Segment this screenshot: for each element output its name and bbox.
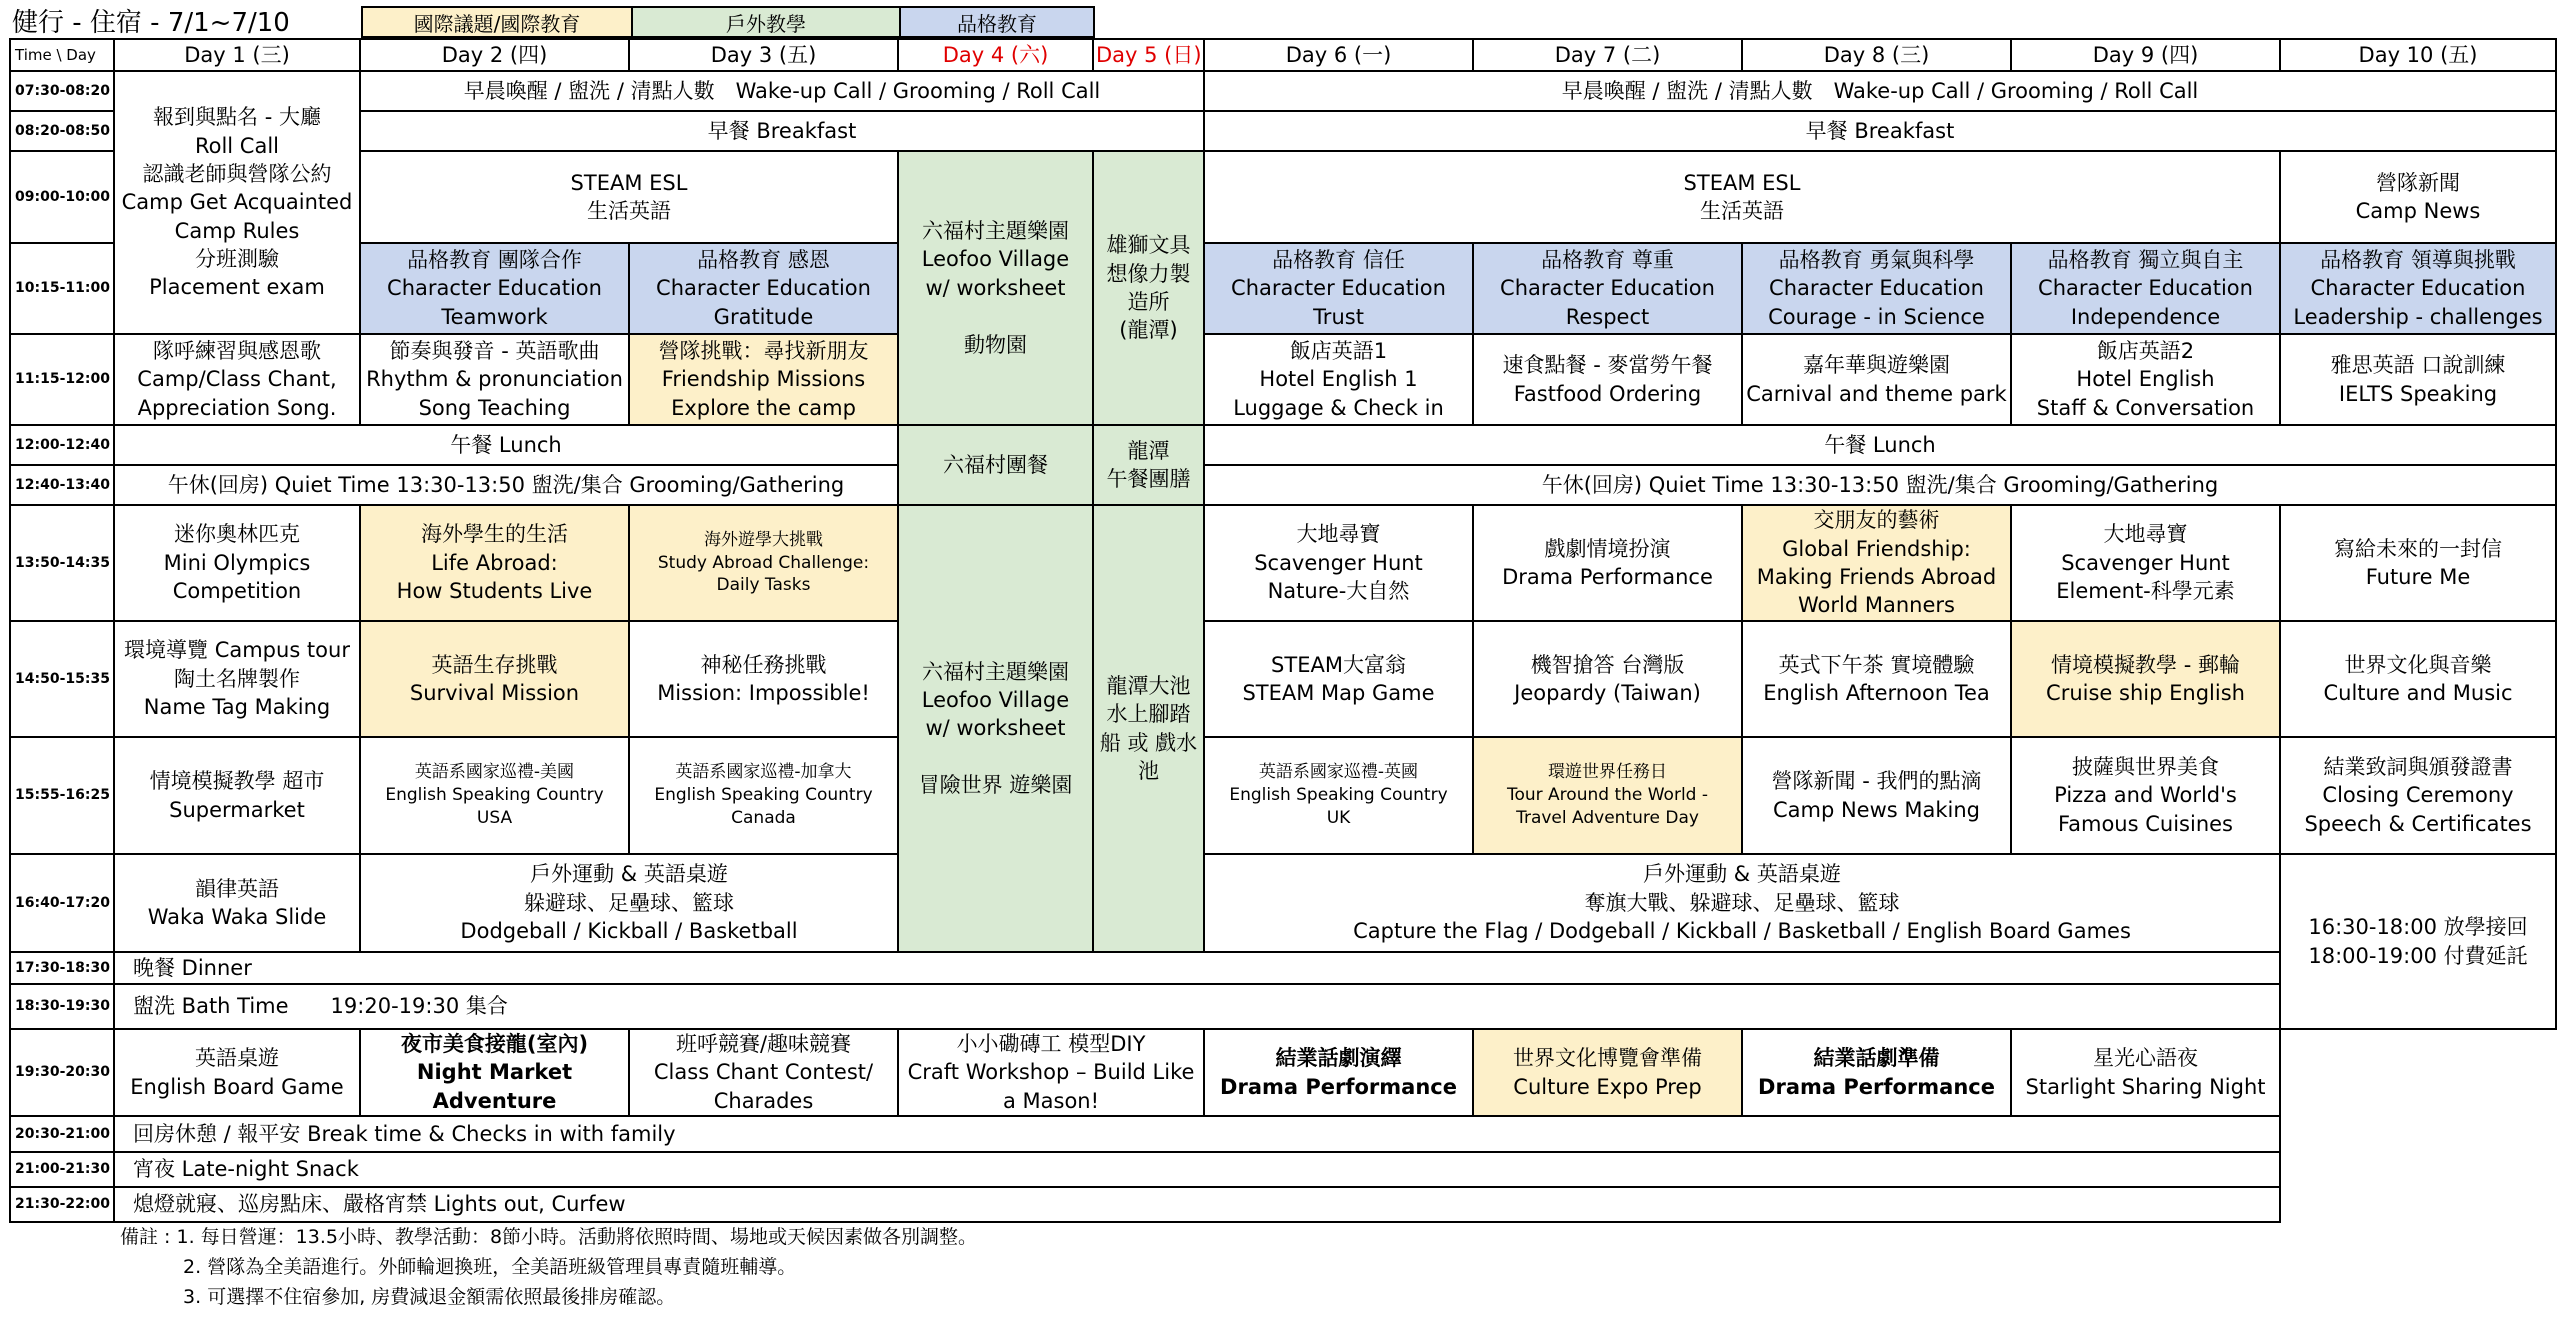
activity-cell: 回房休憩 / 報平安 Break time & Checks in with family: [114, 1116, 2280, 1152]
schedule-row: [10, 425, 2556, 465]
schedule-row: [10, 334, 2556, 425]
time-slot: 17:30-18:30: [10, 952, 114, 984]
time-slot: 20:30-21:00: [10, 1116, 114, 1152]
activity-cell: 早餐 Breakfast: [1204, 111, 2556, 151]
activity-cell: 熄燈就寢、巡房點床、嚴格宵禁 Lights out, Curfew: [114, 1187, 2280, 1222]
time-slot: 08:20-08:50: [10, 111, 114, 151]
activity-cell: 節奏與發音 - 英語歌曲 Rhythm & pronunciation Song Teaching: [360, 334, 629, 425]
activity-cell: 英語桌遊 English Board Game: [114, 1029, 360, 1116]
activity-cell: 晚餐 Dinner: [114, 952, 2280, 984]
activity-cell: 機智搶答 台灣版 Jeopardy (Taiwan): [1473, 621, 1742, 737]
activity-cell: 雅思英語 口說訓練 IELTS Speaking: [2280, 334, 2556, 425]
day-10-header: Day 10 (五): [2280, 39, 2556, 71]
time-slot: 10:15-11:00: [10, 243, 114, 334]
international-cell: 英語生存挑戰 Survival Mission: [360, 621, 629, 737]
day-9-header: Day 9 (四): [2011, 39, 2280, 71]
activity-cell: 早晨喚醒 / 盥洗 / 清點人數 Wake-up Call / Grooming / Roll Call: [360, 71, 1204, 111]
activity-cell: 大地尋寶 Scavenger Hunt Element-科學元素: [2011, 505, 2280, 621]
corner-cell: Time \ Day: [10, 39, 114, 71]
activity-cell: 世界文化與音樂 Culture and Music: [2280, 621, 2556, 737]
legend-international: 國際議題/國際教育: [361, 6, 633, 38]
day-6-header: Day 6 (一): [1204, 39, 1473, 71]
international-cell: 營隊挑戰：尋找新朋友 Friendship Missions Explore the camp: [629, 334, 898, 425]
activity-cell: 早餐 Breakfast: [360, 111, 1204, 151]
activity-cell: 迷你奧林匹克 Mini Olympics Competition: [114, 505, 360, 621]
time-slot: 18:30-19:30: [10, 984, 114, 1029]
activity-cell: 寫給未來的一封信 Future Me: [2280, 505, 2556, 621]
time-slot: 21:00-21:30: [10, 1152, 114, 1187]
outdoor-cell: 六福村主題樂園 Leofoo Village w/ worksheet 動物園: [898, 151, 1093, 425]
activity-cell: 情境模擬教學 超市 Supermarket: [114, 737, 360, 854]
outdoor-cell: 龍潭大池 水上腳踏 船 或 戲水 池: [1093, 505, 1204, 952]
day-3-header: Day 3 (五): [629, 39, 898, 71]
time-slot: 12:00-12:40: [10, 425, 114, 465]
footnote-3: 3. 可選擇不住宿參加, 房費減退金額需依照最後排房確認。: [120, 1286, 676, 1308]
activity-cell: 午休(回房) Quiet Time 13:30-13:50 盥洗/集合 Grooming/Gathering: [1204, 465, 2556, 505]
schedule-table: [9, 38, 2557, 1223]
activity-cell: 大地尋寶 Scavenger Hunt Nature-大自然: [1204, 505, 1473, 621]
activity-cell: 英語系國家巡禮-加拿大 English Speaking Country Canada: [629, 737, 898, 854]
activity-cell: 午休(回房) Quiet Time 13:30-13:50 盥洗/集合 Grooming/Gathering: [114, 465, 898, 505]
time-slot: 21:30-22:00: [10, 1187, 114, 1222]
time-slot: 11:15-12:00: [10, 334, 114, 425]
character-cell: 品格教育 尊重 Character Education Respect: [1473, 243, 1742, 334]
schedule-row: [10, 1116, 2556, 1152]
activity-cell: 英語系國家巡禮-英國 English Speaking Country UK: [1204, 737, 1473, 854]
schedule-row: [10, 984, 2556, 1029]
international-cell: 環遊世界任務日 Tour Around the World - Travel Adventure Day: [1473, 737, 1742, 854]
time-slot: 09:00-10:00: [10, 151, 114, 243]
activity-cell: 結業致詞與頒發證書 Closing Ceremony Speech & Certificates: [2280, 737, 2556, 854]
day-4-header: Day 4 (六): [898, 39, 1093, 71]
international-cell: 海外學生的生活 Life Abroad: How Students Live: [360, 505, 629, 621]
activity-cell: 戲劇情境扮演 Drama Performance: [1473, 505, 1742, 621]
activity-cell: 盥洗 Bath Time 19:20-19:30 集合: [114, 984, 2280, 1029]
schedule-row: [10, 243, 2556, 334]
activity-cell: 報到與點名 - 大廳 Roll Call 認識老師與營隊公約 Camp Get Acquainted Camp Rules 分班測驗 Placement exam: [114, 71, 360, 334]
activity-cell: STEAM ESL 生活英語: [1204, 151, 2280, 243]
schedule-row: [10, 1029, 2556, 1116]
international-cell: 世界文化博覽會準備 Culture Expo Prep: [1473, 1029, 1742, 1116]
time-slot: 13:50-14:35: [10, 505, 114, 621]
activity-cell: 披薩與世界美食 Pizza and World's Famous Cuisines: [2011, 737, 2280, 854]
character-cell: 品格教育 感恩 Character Education Gratitude: [629, 243, 898, 334]
activity-cell: 戶外運動 & 英語桌遊 奪旗大戰、躲避球、足壘球、籃球 Capture the Flag / Dodgeball / Kickball / Basketball / English Board Games: [1204, 854, 2280, 952]
activity-cell: 星光心語夜 Starlight Sharing Night: [2011, 1029, 2280, 1116]
character-cell: 品格教育 領導與挑戰 Character Education Leadership - challenges: [2280, 243, 2556, 334]
footnote-2: 2. 營隊為全美語進行。外師輪迴換班，全美語班級管理員專責隨班輔導。: [120, 1256, 797, 1278]
activity-cell: 飯店英語1 Hotel English 1 Luggage & Check in: [1204, 334, 1473, 425]
activity-cell: 早晨喚醒 / 盥洗 / 清點人數 Wake-up Call / Grooming / Roll Call: [1204, 71, 2556, 111]
activity-cell: 速食點餐 - 麥當勞午餐 Fastfood Ordering: [1473, 334, 1742, 425]
international-cell: 交朋友的藝術 Global Friendship: Making Friends Abroad World Manners: [1742, 505, 2011, 621]
schedule-row: [10, 737, 2556, 854]
activity-cell: 結業話劇演繹 Drama Performance: [1204, 1029, 1473, 1116]
time-slot: 19:30-20:30: [10, 1029, 114, 1116]
blank-cell: [2280, 1029, 2556, 1222]
schedule-row: [10, 621, 2556, 737]
pickup-cell: 16:30-18:00 放學接回 18:00-19:00 付費延託: [2280, 854, 2556, 1029]
character-cell: 品格教育 信任 Character Education Trust: [1204, 243, 1473, 334]
time-slot: 12:40-13:40: [10, 465, 114, 505]
footnote-1: 備註 : 1. 每日營運：13.5小時、教學活動：8節小時。活動將依照時間、場地或天候因素做各別調整。: [120, 1226, 978, 1248]
activity-cell: 英語系國家巡禮-美國 English Speaking Country USA: [360, 737, 629, 854]
activity-cell: 營隊新聞 Camp News: [2280, 151, 2556, 243]
character-cell: 品格教育 團隊合作 Character Education Teamwork: [360, 243, 629, 334]
schedule-row: [10, 111, 2556, 151]
schedule-row: [10, 952, 2556, 984]
activity-cell: 宵夜 Late-night Snack: [114, 1152, 2280, 1187]
activity-cell: 嘉年華與遊樂園 Carnival and theme park: [1742, 334, 2011, 425]
schedule-row: [10, 505, 2556, 621]
day-1-header: Day 1 (三): [114, 39, 360, 71]
footnotes: [120, 1222, 977, 1312]
activity-cell: 午餐 Lunch: [1204, 425, 2556, 465]
character-cell: 品格教育 獨立與自主 Character Education Independence: [2011, 243, 2280, 334]
schedule-row: [10, 151, 2556, 243]
day-2-header: Day 2 (四): [360, 39, 629, 71]
day-5-header: Day 5 (日): [1093, 39, 1204, 71]
activity-cell: 營隊新聞 - 我們的點滴 Camp News Making: [1742, 737, 2011, 854]
activity-cell: 結業話劇準備 Drama Performance: [1742, 1029, 2011, 1116]
activity-cell: 夜市美食接龍(室內) Night Market Adventure: [360, 1029, 629, 1116]
international-cell: 情境模擬教學 - 郵輪 Cruise ship English: [2011, 621, 2280, 737]
time-slot: 15:55-16:25: [10, 737, 114, 854]
activity-cell: 神秘任務挑戰 Mission: Impossible!: [629, 621, 898, 737]
activity-cell: 飯店英語2 Hotel English Staff & Conversation: [2011, 334, 2280, 425]
activity-cell: 午餐 Lunch: [114, 425, 898, 465]
schedule-row: [10, 1152, 2556, 1187]
activity-cell: 韻律英語 Waka Waka Slide: [114, 854, 360, 952]
schedule-caption: 健行 - 住宿 - 7/1~7/10: [12, 8, 290, 38]
schedule-row: [10, 465, 2556, 505]
time-slot: 14:50-15:35: [10, 621, 114, 737]
outdoor-cell: 六福村主題樂園 Leofoo Village w/ worksheet 冒險世界 遊樂園: [898, 505, 1093, 952]
legend-outdoor: 戶外教學: [631, 6, 901, 38]
outdoor-cell: 雄獅文具 想像力製 造所 (龍潭): [1093, 151, 1204, 425]
character-cell: 品格教育 勇氣與科學 Character Education Courage - in Science: [1742, 243, 2011, 334]
schedule-row: [10, 71, 2556, 111]
international-cell: 海外遊學大挑戰 Study Abroad Challenge: Daily Tasks: [629, 505, 898, 621]
outdoor-cell: 六福村團餐: [898, 425, 1093, 505]
schedule-row: [10, 1187, 2556, 1222]
activity-cell: 班呼競賽/趣味競賽 Class Chant Contest/ Charades: [629, 1029, 898, 1116]
activity-cell: 隊呼練習與感恩歌 Camp/Class Chant, Appreciation Song.: [114, 334, 360, 425]
schedule-row: [10, 854, 2556, 952]
activity-cell: 戶外運動 & 英語桌遊 躲避球、足壘球、籃球 Dodgeball / Kickball / Basketball: [360, 854, 898, 952]
activity-cell: 小小磡磚工 模型DIY Craft Workshop – Build Like a Mason!: [898, 1029, 1204, 1116]
header-row: [10, 39, 2556, 71]
outdoor-cell: 龍潭 午餐團膳: [1093, 425, 1204, 505]
activity-cell: 英式下午茶 實境體驗 English Afternoon Tea: [1742, 621, 2011, 737]
activity-cell: STEAM ESL 生活英語: [360, 151, 898, 243]
legend-character: 品格教育: [899, 6, 1095, 38]
day-8-header: Day 8 (三): [1742, 39, 2011, 71]
day-7-header: Day 7 (二): [1473, 39, 1742, 71]
activity-cell: 環境導覽 Campus tour 陶土名牌製作 Name Tag Making: [114, 621, 360, 737]
time-slot: 07:30-08:20: [10, 71, 114, 111]
activity-cell: STEAM大富翁 STEAM Map Game: [1204, 621, 1473, 737]
time-slot: 16:40-17:20: [10, 854, 114, 952]
